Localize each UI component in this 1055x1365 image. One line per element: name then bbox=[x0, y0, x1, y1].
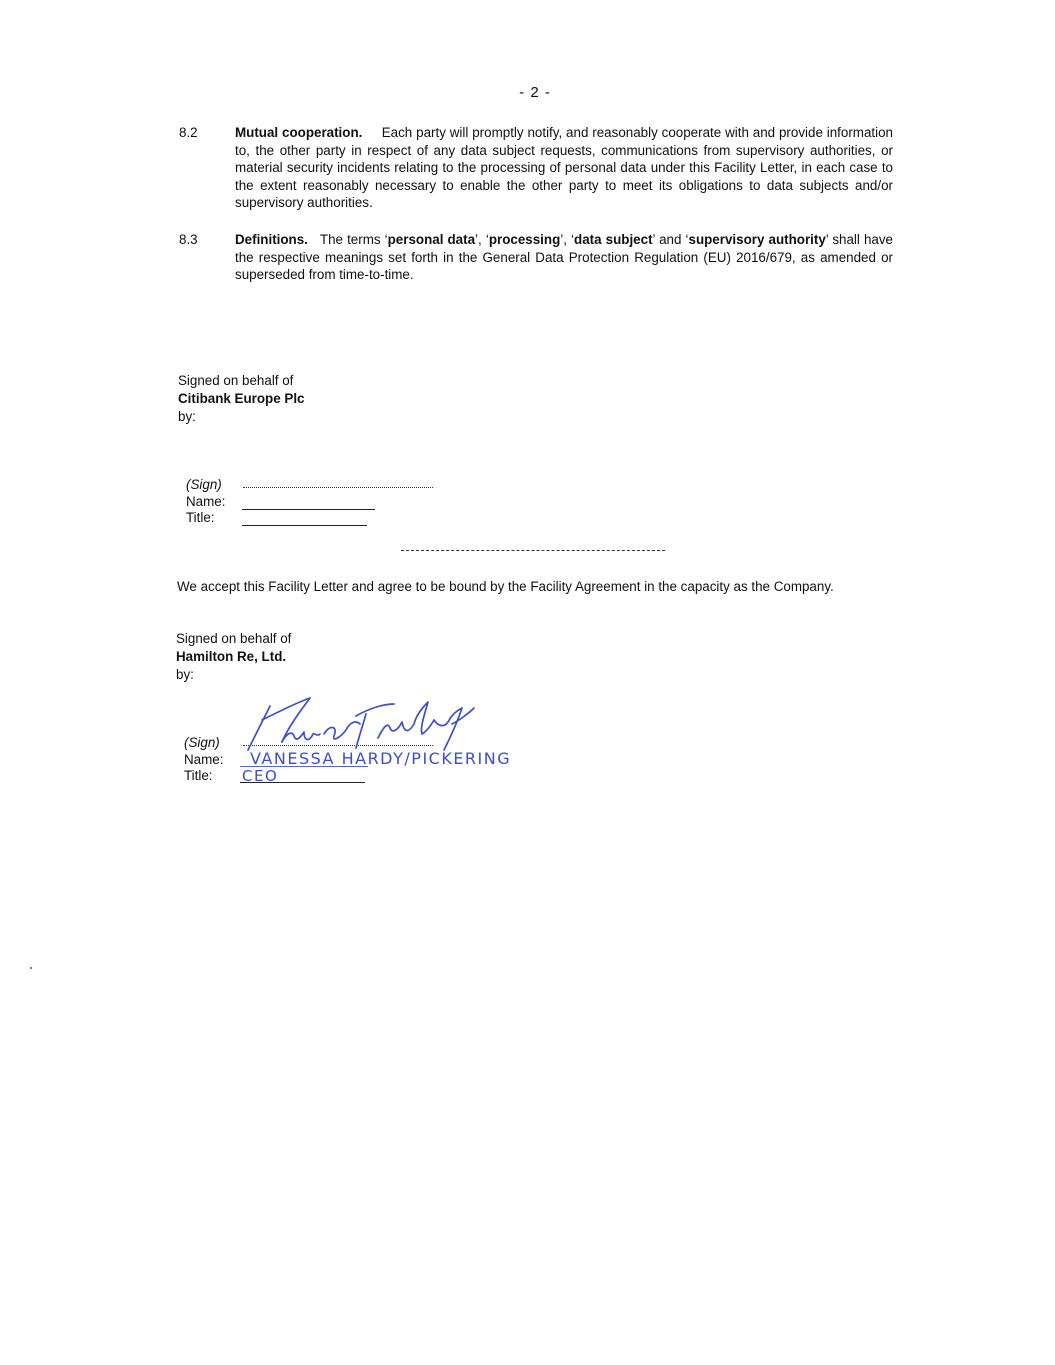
bank-title-line bbox=[242, 525, 367, 526]
name-label: Name: bbox=[186, 493, 226, 509]
title-label: Title: bbox=[184, 768, 213, 783]
sign-label: (Sign) bbox=[186, 477, 222, 492]
bank-name-line bbox=[242, 509, 375, 510]
term-supervisory-authority: supervisory authority bbox=[688, 232, 826, 247]
bank-sign-line bbox=[243, 487, 433, 488]
signed-on-behalf-label: Signed on behalf of bbox=[178, 373, 294, 388]
by-label: by: bbox=[178, 409, 196, 424]
section-separator bbox=[401, 550, 665, 551]
clause-8-2 bbox=[179, 124, 893, 212]
acceptance-statement: We accept this Facility Letter and agree to be bound by the Facility Agreement in the capacity as the Company. bbox=[177, 579, 834, 594]
clause-heading: Definitions. bbox=[235, 232, 308, 247]
clause-8-3: 8.3 Definitions. The terms ‘personal data’, ‘processing’, ‘data subject’ and ‘supervisory authority’ shall have the respective meanings set forth in the General Data Protection Regulation (EU) 2016/679, as amended or superseded from time-to-time. bbox=[179, 232, 893, 283]
by-label: by: bbox=[176, 667, 194, 682]
scan-speck bbox=[30, 967, 32, 969]
company-signature-block bbox=[176, 630, 291, 684]
page-number: - 2 - bbox=[519, 84, 551, 101]
sign-label: (Sign) bbox=[184, 735, 220, 750]
term-processing: processing bbox=[488, 232, 561, 247]
company-entity-name: Hamilton Re, Ltd. bbox=[176, 649, 287, 664]
bank-entity-name: Citibank Europe Plc bbox=[178, 391, 305, 406]
signed-on-behalf-label: Signed on behalf of bbox=[176, 631, 292, 646]
clause-number: 8.3 bbox=[179, 232, 198, 247]
clause-number: 8.2 bbox=[179, 125, 198, 140]
handwritten-title: CEO bbox=[242, 767, 279, 785]
bank-signature-fields bbox=[186, 477, 225, 527]
name-label: Name: bbox=[184, 751, 224, 767]
term-data-subject: data subject bbox=[574, 232, 653, 247]
clause-text: Each party will promptly notify, and reasonably cooperate with and provide information to, the other party in respect of any data subject requests, communications from supervisory authorities, or material security incidents relating to the processing of personal data under this Facility Letter, in each case to the extent reasonably necessary to enable the other party to meet its obligations to data subjects and/or supervisory authorities. bbox=[235, 125, 894, 211]
bank-signature-block bbox=[178, 372, 305, 426]
handwritten-name: VANESSA HARDY/PICKERING bbox=[250, 749, 512, 768]
company-signature-fields bbox=[184, 735, 223, 785]
clause-heading: Mutual cooperation. bbox=[235, 125, 363, 140]
title-label: Title: bbox=[186, 510, 215, 525]
term-personal-data: personal data bbox=[387, 232, 476, 247]
